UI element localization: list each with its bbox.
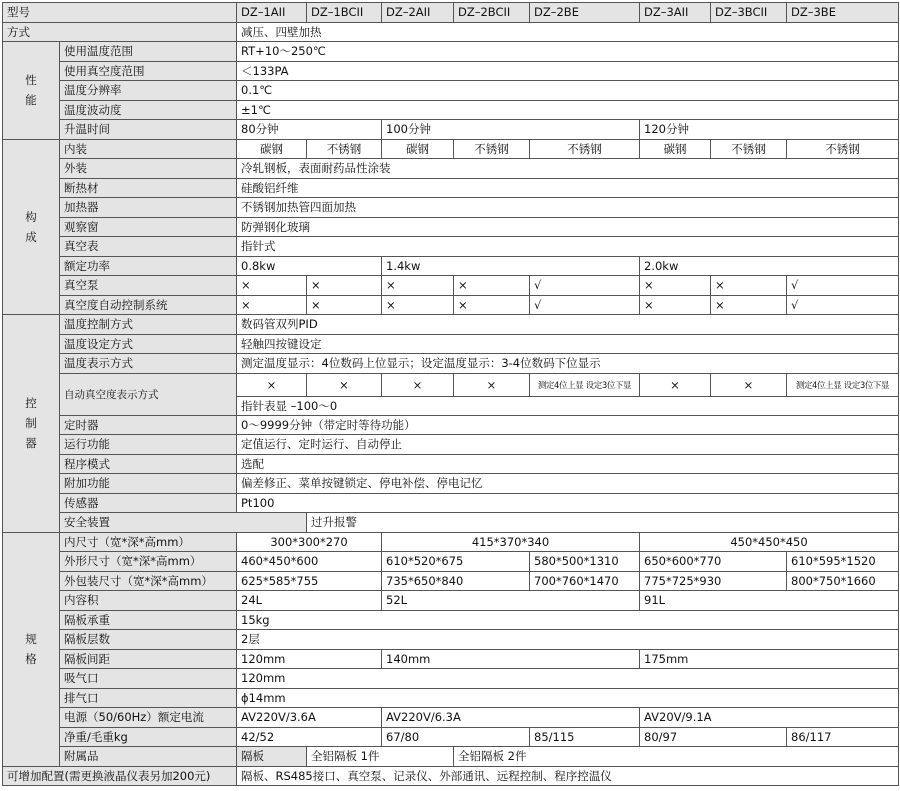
row-value: ±1℃ bbox=[237, 100, 899, 120]
row-value: 650*600*770 bbox=[640, 552, 787, 572]
row-value: AV20V/9.1A bbox=[640, 708, 899, 728]
group-controller: 控制器 bbox=[3, 315, 60, 533]
row-value: 775*725*930 bbox=[640, 571, 787, 591]
cell: × bbox=[711, 373, 787, 396]
row-value: 120mm bbox=[237, 649, 382, 669]
cell: × bbox=[711, 295, 787, 315]
row-label: 电源（50/60Hz）额定电流 bbox=[60, 708, 237, 728]
row-label: 传感器 bbox=[60, 493, 237, 513]
model-header: DZ–2AII bbox=[382, 3, 454, 23]
row-label: 可增加配置(需更换液晶仪表另加200元) bbox=[3, 766, 237, 786]
cell: × bbox=[454, 373, 530, 396]
controller-row bbox=[3, 334, 899, 354]
row-value: 91L bbox=[640, 591, 899, 611]
row-value: 67/80 bbox=[382, 727, 530, 747]
row-value: 80分钟 bbox=[237, 120, 382, 140]
row-label: 吸气口 bbox=[60, 669, 237, 689]
row-value: AV220V/6.3A bbox=[382, 708, 640, 728]
row-label: 内容积 bbox=[60, 591, 237, 611]
construction-row bbox=[3, 237, 899, 257]
accessory-row bbox=[3, 747, 899, 767]
cell: 碳钢 bbox=[382, 139, 454, 159]
group-construction: 构成 bbox=[3, 139, 60, 315]
row-label: 温度表示方式 bbox=[60, 354, 237, 374]
row-value: 120mm bbox=[237, 669, 899, 689]
cell: × bbox=[237, 295, 307, 315]
method-row bbox=[3, 22, 899, 42]
spec-row bbox=[3, 571, 899, 591]
row-label: 附加功能 bbox=[60, 474, 237, 494]
cell: 不锈钢 bbox=[530, 139, 640, 159]
row-value: 轻触四按键设定 bbox=[237, 334, 899, 354]
spec-row bbox=[3, 532, 899, 552]
row-value: 610*595*1520 bbox=[787, 552, 899, 572]
row-value: 80/97 bbox=[640, 727, 787, 747]
cell: × bbox=[382, 295, 454, 315]
row-value: 隔板、RS485接口、真空泵、记录仪、外部通讯、远程控制、程序控温仪 bbox=[237, 766, 899, 786]
spec-row bbox=[3, 727, 899, 747]
row-label: 净重/毛重kg bbox=[60, 727, 237, 747]
cell: × bbox=[237, 276, 307, 296]
perf-row bbox=[3, 100, 899, 120]
row-value: 减压、四壁加热 bbox=[237, 22, 899, 42]
row-label: 外形尺寸（宽*深*高mm） bbox=[60, 552, 237, 572]
spec-row bbox=[3, 649, 899, 669]
cell: × bbox=[640, 276, 711, 296]
row-value: 24L bbox=[237, 591, 382, 611]
row-value: 2层 bbox=[237, 630, 899, 650]
row-value: 415*370*340 bbox=[382, 532, 640, 552]
safety-row bbox=[3, 513, 899, 533]
row-value: 0.8kw bbox=[237, 256, 382, 276]
row-label: 断热材 bbox=[60, 178, 237, 198]
cell: 碳钢 bbox=[640, 139, 711, 159]
spec-row bbox=[3, 610, 899, 630]
group-accessories: 附属品 bbox=[60, 747, 237, 767]
controller-row bbox=[3, 315, 899, 335]
row-value: 175mm bbox=[640, 649, 899, 669]
cell: 不锈钢 bbox=[787, 139, 899, 159]
row-value: 全铝隔板 2件 bbox=[454, 747, 899, 767]
row-value: 过升报警 bbox=[307, 513, 899, 533]
row-value: 450*450*450 bbox=[640, 532, 899, 552]
row-value: 指针表显 –100～0 bbox=[237, 396, 899, 415]
cell: √ bbox=[530, 276, 640, 296]
row-value: 不锈钢加热管四面加热 bbox=[237, 198, 899, 218]
row-value: 定值运行、定时运行、自动停止 bbox=[237, 435, 899, 455]
construction-row bbox=[3, 256, 899, 276]
model-header: DZ–3AII bbox=[640, 3, 711, 23]
cell: 测定4位上显 设定3位下显 bbox=[530, 373, 640, 396]
spec-table bbox=[2, 2, 899, 786]
model-label: 型号 bbox=[3, 3, 237, 23]
controller-row bbox=[3, 435, 899, 455]
row-value: 数码管双列PID bbox=[237, 315, 899, 335]
row-value: 2.0kw bbox=[640, 256, 899, 276]
cell: √ bbox=[787, 276, 899, 296]
cell: × bbox=[640, 295, 711, 315]
row-value: 42/52 bbox=[237, 727, 382, 747]
row-label: 温度波动度 bbox=[60, 100, 237, 120]
row-label: 温度分辨率 bbox=[60, 81, 237, 101]
construction-row bbox=[3, 159, 899, 179]
group-specs: 规格 bbox=[3, 532, 60, 766]
row-value: 52L bbox=[382, 591, 640, 611]
cell: × bbox=[454, 276, 530, 296]
row-value: 0.1℃ bbox=[237, 81, 899, 101]
model-header: DZ–1AII bbox=[237, 3, 307, 23]
row-label: 隔板层数 bbox=[60, 630, 237, 650]
options-row bbox=[3, 766, 899, 786]
row-value: ϕ14mm bbox=[237, 688, 899, 708]
row-value: 硅酸铝纤维 bbox=[237, 178, 899, 198]
row-label: 观察窗 bbox=[60, 217, 237, 237]
perf-row bbox=[3, 61, 899, 81]
row-value: AV220V/3.6A bbox=[237, 708, 382, 728]
construction-row bbox=[3, 295, 899, 315]
model-header: DZ–3BCII bbox=[711, 3, 787, 23]
row-label: 定时器 bbox=[60, 415, 237, 435]
spec-row bbox=[3, 552, 899, 572]
cell: × bbox=[382, 276, 454, 296]
row-label: 排气口 bbox=[60, 688, 237, 708]
row-value: 700*760*1470 bbox=[530, 571, 640, 591]
cell: × bbox=[307, 295, 382, 315]
cell: × bbox=[307, 373, 382, 396]
controller-row bbox=[3, 474, 899, 494]
row-value: 800*750*1660 bbox=[787, 571, 899, 591]
cell: 不锈钢 bbox=[454, 139, 530, 159]
spec-row bbox=[3, 591, 899, 611]
perf-row bbox=[3, 120, 899, 140]
cell: 碳钢 bbox=[237, 139, 307, 159]
row-value: 100分钟 bbox=[382, 120, 640, 140]
controller-row bbox=[3, 373, 899, 396]
row-value: 300*300*270 bbox=[237, 532, 382, 552]
row-value: 偏差修正、菜单按键锁定、停电补偿、停电记忆 bbox=[237, 474, 899, 494]
row-value: RT+10～250℃ bbox=[237, 42, 899, 62]
row-label: 隔板间距 bbox=[60, 649, 237, 669]
row-label: 方式 bbox=[3, 22, 237, 42]
cell: 测定4位上显 设定3位下显 bbox=[787, 373, 899, 396]
row-value: 86/117 bbox=[787, 727, 899, 747]
row-value: 735*650*840 bbox=[382, 571, 530, 591]
perf-row bbox=[3, 42, 899, 62]
row-label: 外包装尺寸（宽*深*高mm） bbox=[60, 571, 237, 591]
row-label: 隔板承重 bbox=[60, 610, 237, 630]
construction-row bbox=[3, 198, 899, 218]
row-value: 120分钟 bbox=[640, 120, 899, 140]
row-label: 使用真空度范围 bbox=[60, 61, 237, 81]
row-label: 隔板 bbox=[237, 747, 307, 767]
row-value: 460*450*600 bbox=[237, 552, 382, 572]
construction-row bbox=[3, 178, 899, 198]
spec-row bbox=[3, 688, 899, 708]
row-value: Pt100 bbox=[237, 493, 899, 513]
cell: × bbox=[640, 373, 711, 396]
row-label: 额定功率 bbox=[60, 256, 237, 276]
spec-row bbox=[3, 708, 899, 728]
construction-row bbox=[3, 139, 899, 159]
row-value: 防弹钢化玻璃 bbox=[237, 217, 899, 237]
row-value: 测定温度显示：4位数码上位显示；设定温度显示：3-4位数码下位显示 bbox=[237, 354, 899, 374]
row-value: 冷轧钢板，表面耐药品性涂装 bbox=[237, 159, 899, 179]
row-label: 真空泵 bbox=[60, 276, 237, 296]
row-label: 使用温度范围 bbox=[60, 42, 237, 62]
header-row bbox=[3, 3, 899, 23]
row-value: 85/115 bbox=[530, 727, 640, 747]
controller-row bbox=[3, 454, 899, 474]
row-value: 580*500*1310 bbox=[530, 552, 640, 572]
row-value: 0～9999分钟（带定时等待功能） bbox=[237, 415, 899, 435]
row-label: 温度控制方式 bbox=[60, 315, 237, 335]
row-label: 加热器 bbox=[60, 198, 237, 218]
row-label: 内装 bbox=[60, 139, 237, 159]
row-value: 选配 bbox=[237, 454, 899, 474]
model-header: DZ–2BCII bbox=[454, 3, 530, 23]
cell: √ bbox=[530, 295, 640, 315]
row-label: 真空表 bbox=[60, 237, 237, 257]
model-header: DZ–2BE bbox=[530, 3, 640, 23]
perf-row bbox=[3, 81, 899, 101]
row-label: 真空度自动控制系统 bbox=[60, 295, 237, 315]
row-label: 运行功能 bbox=[60, 435, 237, 455]
cell: × bbox=[454, 295, 530, 315]
row-value: 15kg bbox=[237, 610, 899, 630]
cell: √ bbox=[787, 295, 899, 315]
row-value: 610*520*675 bbox=[382, 552, 530, 572]
cell: × bbox=[307, 276, 382, 296]
spec-row bbox=[3, 669, 899, 689]
spec-row bbox=[3, 630, 899, 650]
row-label: 内尺寸（宽*深*高mm） bbox=[60, 532, 237, 552]
row-label: 程序模式 bbox=[60, 454, 237, 474]
row-label: 安全装置 bbox=[60, 513, 307, 533]
cell: 不锈钢 bbox=[307, 139, 382, 159]
row-label: 升温时间 bbox=[60, 120, 237, 140]
row-value: 全铝隔板 1件 bbox=[307, 747, 454, 767]
construction-row bbox=[3, 217, 899, 237]
cell: 不锈钢 bbox=[711, 139, 787, 159]
row-value: 1.4kw bbox=[382, 256, 640, 276]
model-header: DZ–3BE bbox=[787, 3, 899, 23]
construction-row bbox=[3, 276, 899, 296]
row-value: 625*585*755 bbox=[237, 571, 382, 591]
cell: × bbox=[237, 373, 307, 396]
row-value: ＜133PA bbox=[237, 61, 899, 81]
controller-row bbox=[3, 354, 899, 374]
group-performance: 性能 bbox=[3, 42, 60, 140]
controller-row bbox=[3, 493, 899, 513]
controller-row bbox=[3, 415, 899, 435]
row-label: 温度设定方式 bbox=[60, 334, 237, 354]
model-header: DZ–1BCII bbox=[307, 3, 382, 23]
row-label: 外装 bbox=[60, 159, 237, 179]
row-value: 140mm bbox=[382, 649, 640, 669]
row-value: 指针式 bbox=[237, 237, 899, 257]
row-label: 自动真空度表示方式 bbox=[60, 373, 237, 415]
cell: × bbox=[711, 276, 787, 296]
cell: × bbox=[382, 373, 454, 396]
